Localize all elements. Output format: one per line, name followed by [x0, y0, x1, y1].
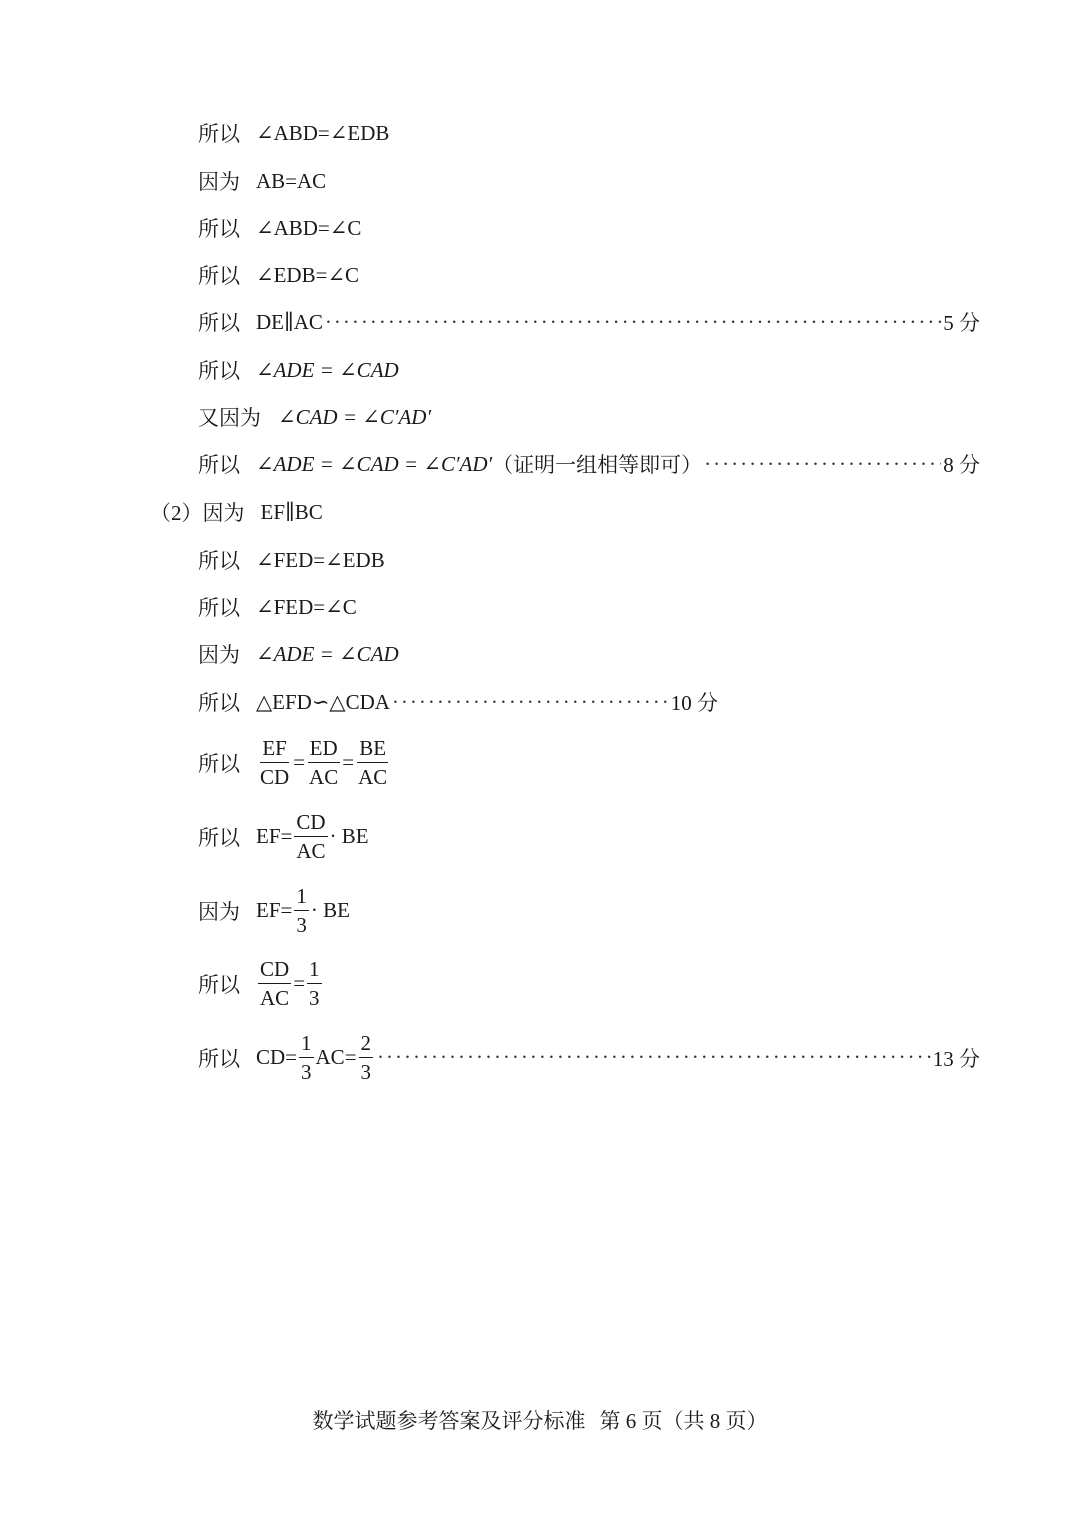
keyword-youyinwei: 又因为	[198, 406, 261, 430]
step-4	[198, 260, 980, 290]
statement: ∠FED=∠EDB	[256, 547, 385, 572]
expression-part: EF=	[256, 898, 293, 923]
statement: ∠ADE = ∠CAD	[256, 641, 399, 666]
numerator: BE	[357, 736, 388, 763]
step-13	[198, 687, 718, 717]
equals-sign: =	[293, 971, 306, 996]
numerator: 1	[299, 1031, 314, 1058]
numerator: ED	[308, 736, 340, 763]
denominator: 3	[309, 986, 320, 1011]
step-14	[198, 736, 980, 789]
numerator: 1	[307, 957, 322, 984]
step-12	[198, 639, 980, 669]
fraction-equation	[256, 957, 324, 1010]
step-7	[198, 402, 980, 432]
step-18	[198, 1031, 980, 1084]
fraction-equation	[256, 884, 350, 937]
step-15	[198, 810, 980, 863]
fraction	[307, 957, 322, 1010]
keyword-yinwei: 因为	[198, 643, 240, 667]
step-9	[150, 497, 980, 527]
statement: ∠ADE = ∠CAD	[256, 357, 399, 382]
fraction	[359, 1031, 374, 1084]
statement: △EFD∽△CDA	[256, 689, 390, 714]
fraction	[299, 1031, 314, 1084]
step-5	[198, 307, 980, 337]
fraction-equation	[256, 1031, 375, 1084]
step-8	[198, 449, 980, 479]
fraction	[294, 810, 327, 863]
score-mark: 8 分	[943, 453, 980, 477]
keyword-suoyi: 所以	[198, 972, 240, 997]
step-1	[198, 118, 980, 148]
expression-part: EF=	[256, 824, 293, 849]
score-mark: 13 分	[932, 1046, 980, 1071]
keyword-yinwei: 因为	[202, 501, 245, 525]
statement: AB=AC	[256, 168, 327, 193]
step-2	[198, 166, 980, 196]
keyword-suoyi: 所以	[198, 751, 240, 776]
part-number: （2）	[150, 501, 203, 525]
statement: ∠ABD=∠C	[256, 215, 362, 240]
expression-part: AC=	[315, 1045, 357, 1070]
statement: ∠EDB=∠C	[256, 262, 360, 287]
denominator: AC	[296, 839, 326, 864]
equals-sign: =	[293, 750, 306, 775]
fraction	[307, 736, 340, 789]
denominator: 3	[301, 1060, 312, 1085]
note: （证明一组相等即可）	[492, 453, 703, 477]
keyword-suoyi: 所以	[198, 217, 240, 241]
dot-leader	[325, 310, 941, 335]
fraction	[258, 957, 291, 1010]
denominator: 3	[296, 913, 307, 938]
keyword-suoyi: 所以	[198, 596, 240, 620]
equals-sign: =	[342, 750, 355, 775]
dot-leader	[392, 690, 669, 715]
numerator: EF	[260, 736, 289, 763]
keyword-suoyi: 所以	[198, 825, 240, 850]
step-11	[198, 592, 980, 622]
denominator: AC	[260, 986, 290, 1011]
fraction-equation	[256, 810, 369, 863]
step-6	[198, 355, 980, 385]
dot-leader	[377, 1045, 931, 1070]
keyword-suoyi: 所以	[198, 453, 240, 477]
numerator: CD	[294, 810, 327, 837]
page-number: 第 6 页（共 8 页）	[599, 1409, 768, 1433]
page-footer	[0, 1405, 1080, 1435]
denominator: CD	[260, 765, 290, 790]
expression-part: · BE	[329, 824, 369, 849]
keyword-suoyi: 所以	[198, 1046, 240, 1071]
statement: ∠CAD = ∠C′AD′	[278, 404, 432, 429]
keyword-suoyi: 所以	[198, 122, 240, 146]
numerator: 2	[359, 1031, 374, 1058]
keyword-suoyi: 所以	[198, 264, 240, 288]
step-3	[198, 213, 980, 243]
expression-part: CD=	[256, 1045, 298, 1070]
statement: DE∥AC	[256, 309, 323, 334]
expression-part: · BE	[310, 898, 350, 923]
statement: ∠ABD=∠EDB	[256, 120, 390, 145]
dot-leader	[704, 452, 941, 477]
denominator: 3	[360, 1060, 372, 1085]
statement: EF∥BC	[260, 499, 323, 524]
statement: ∠FED=∠C	[256, 594, 357, 619]
keyword-yinwei: 因为	[198, 899, 240, 924]
keyword-yinwei: 因为	[198, 170, 240, 194]
denominator: AC	[358, 765, 388, 790]
keyword-suoyi: 所以	[198, 549, 240, 573]
statement: ∠ADE = ∠CAD = ∠C′AD′	[256, 451, 493, 476]
score-mark: 10 分	[670, 691, 718, 715]
numerator: 1	[294, 884, 309, 911]
fraction	[258, 736, 291, 789]
numerator: CD	[258, 957, 291, 984]
fraction	[294, 884, 309, 937]
step-10	[198, 545, 980, 575]
fraction-equation	[256, 736, 391, 789]
fraction	[356, 736, 389, 789]
score-mark: 5 分	[943, 311, 980, 335]
keyword-suoyi: 所以	[198, 311, 240, 335]
step-17	[198, 957, 980, 1010]
denominator: AC	[309, 765, 339, 790]
footer-title: 数学试题参考答案及评分标准	[312, 1409, 586, 1433]
step-16	[198, 884, 980, 937]
keyword-suoyi: 所以	[198, 691, 240, 715]
keyword-suoyi: 所以	[198, 359, 240, 383]
